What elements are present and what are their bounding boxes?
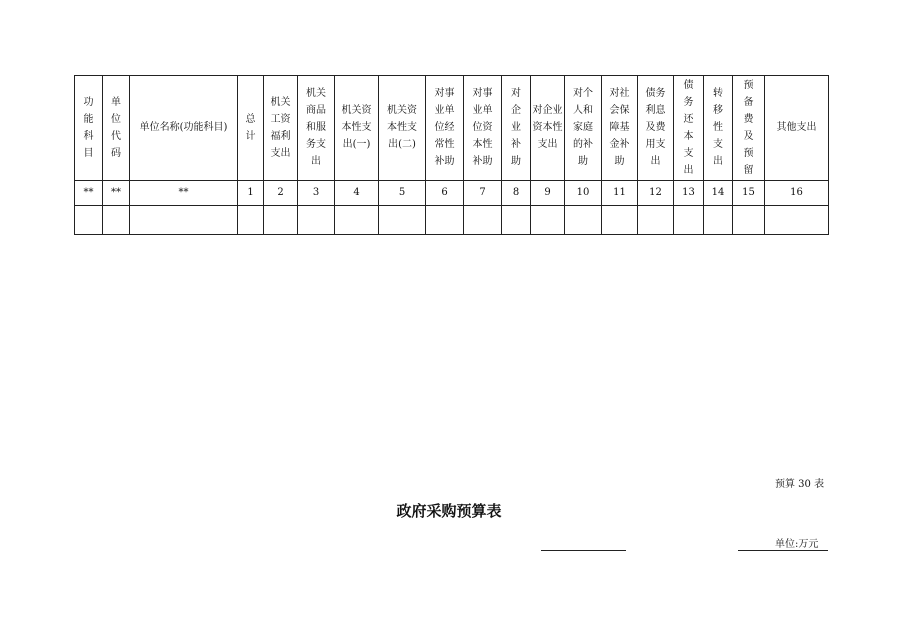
header-cell	[733, 76, 765, 181]
header-cell	[502, 76, 531, 181]
code-cell: 11	[602, 180, 638, 205]
header-label: 债 务 还 本 支 出	[683, 79, 694, 176]
data-cell	[130, 205, 238, 234]
header-label: 对社 会保 障基 金补 助	[609, 88, 630, 168]
data-cell	[638, 205, 674, 234]
data-cell	[765, 205, 829, 234]
header-label: 对 企 业 补 助	[511, 88, 521, 168]
header-cell	[264, 76, 298, 181]
data-cell	[704, 205, 733, 234]
data-cell	[502, 205, 531, 234]
data-cell	[531, 205, 565, 234]
code-cell: 14	[704, 180, 733, 205]
data-cell	[75, 205, 103, 234]
budget-table	[74, 75, 829, 235]
data-cell	[103, 205, 130, 234]
page-title: 政府采购预算表	[396, 502, 502, 520]
unit-line	[738, 550, 828, 551]
blank-line	[541, 550, 626, 551]
code-cell: 3	[298, 180, 335, 205]
header-cell	[426, 76, 464, 181]
code-cell: **	[75, 180, 103, 205]
header-cell	[638, 76, 674, 181]
code-cell: **	[103, 180, 130, 205]
data-cell	[264, 205, 298, 234]
header-cell	[531, 76, 565, 181]
code-cell: 7	[464, 180, 502, 205]
header-cell	[464, 76, 502, 181]
code-cell: 4	[335, 180, 379, 205]
code-cell: 2	[264, 180, 298, 205]
data-cell	[464, 205, 502, 234]
unit-label: 单位:万元	[775, 539, 819, 550]
header-label: 单位名称(功能科目)	[139, 122, 228, 134]
data-cell	[335, 205, 379, 234]
code-cell: 9	[531, 180, 565, 205]
header-cell	[298, 76, 335, 181]
table-code-row	[75, 180, 829, 205]
header-label: 机关资 本性支 出(一)	[341, 105, 372, 151]
code-cell: 16	[765, 180, 829, 205]
header-cell	[704, 76, 733, 181]
data-cell	[238, 205, 264, 234]
data-cell	[298, 205, 335, 234]
data-cell	[602, 205, 638, 234]
header-label: 单 位 代 码	[111, 96, 121, 159]
table-data-row	[75, 205, 829, 234]
header-label: 转 移 性 支 出	[713, 88, 723, 168]
code-cell: 12	[638, 180, 674, 205]
header-label: 预 备 费 及 预 留	[743, 79, 754, 176]
table-header-row	[75, 76, 829, 181]
code-cell: 5	[379, 180, 426, 205]
code-cell: 15	[733, 180, 765, 205]
header-cell	[103, 76, 130, 181]
header-cell	[335, 76, 379, 181]
header-cell	[130, 76, 238, 181]
code-cell: 1	[238, 180, 264, 205]
header-cell	[674, 76, 704, 181]
header-label: 功 能 科 目	[83, 96, 94, 159]
header-label: 其他支出	[776, 122, 817, 134]
header-cell	[602, 76, 638, 181]
header-label: 机关 商品 和服 务支 出	[306, 88, 326, 168]
data-cell	[379, 205, 426, 234]
data-cell	[733, 205, 765, 234]
header-label: 对事 业单 位经 常性 补助	[434, 88, 455, 168]
header-cell	[379, 76, 426, 181]
code-cell: 10	[565, 180, 602, 205]
header-cell	[765, 76, 829, 181]
code-cell: 8	[502, 180, 531, 205]
code-cell: 6	[426, 180, 464, 205]
data-cell	[565, 205, 602, 234]
header-cell	[75, 76, 103, 181]
header-label: 债务 利息 及费 用支 出	[645, 88, 666, 168]
data-cell	[426, 205, 464, 234]
header-cell	[238, 76, 264, 181]
header-label: 对企业 资本性 支出	[532, 105, 563, 151]
header-label: 对个 人和 家庭 的补 助	[573, 88, 593, 168]
data-cell	[674, 205, 704, 234]
header-label: 机关资 本性支 出(二)	[387, 105, 417, 151]
form-code: 预算 30 表	[775, 479, 825, 490]
code-cell: **	[130, 180, 238, 205]
header-cell	[565, 76, 602, 181]
header-label: 对事 业单 位资 本性 补助	[472, 88, 493, 168]
header-label: 机关 工资 福利 支出	[270, 96, 291, 159]
header-label: 总 计	[245, 113, 256, 142]
code-cell: 13	[674, 180, 704, 205]
